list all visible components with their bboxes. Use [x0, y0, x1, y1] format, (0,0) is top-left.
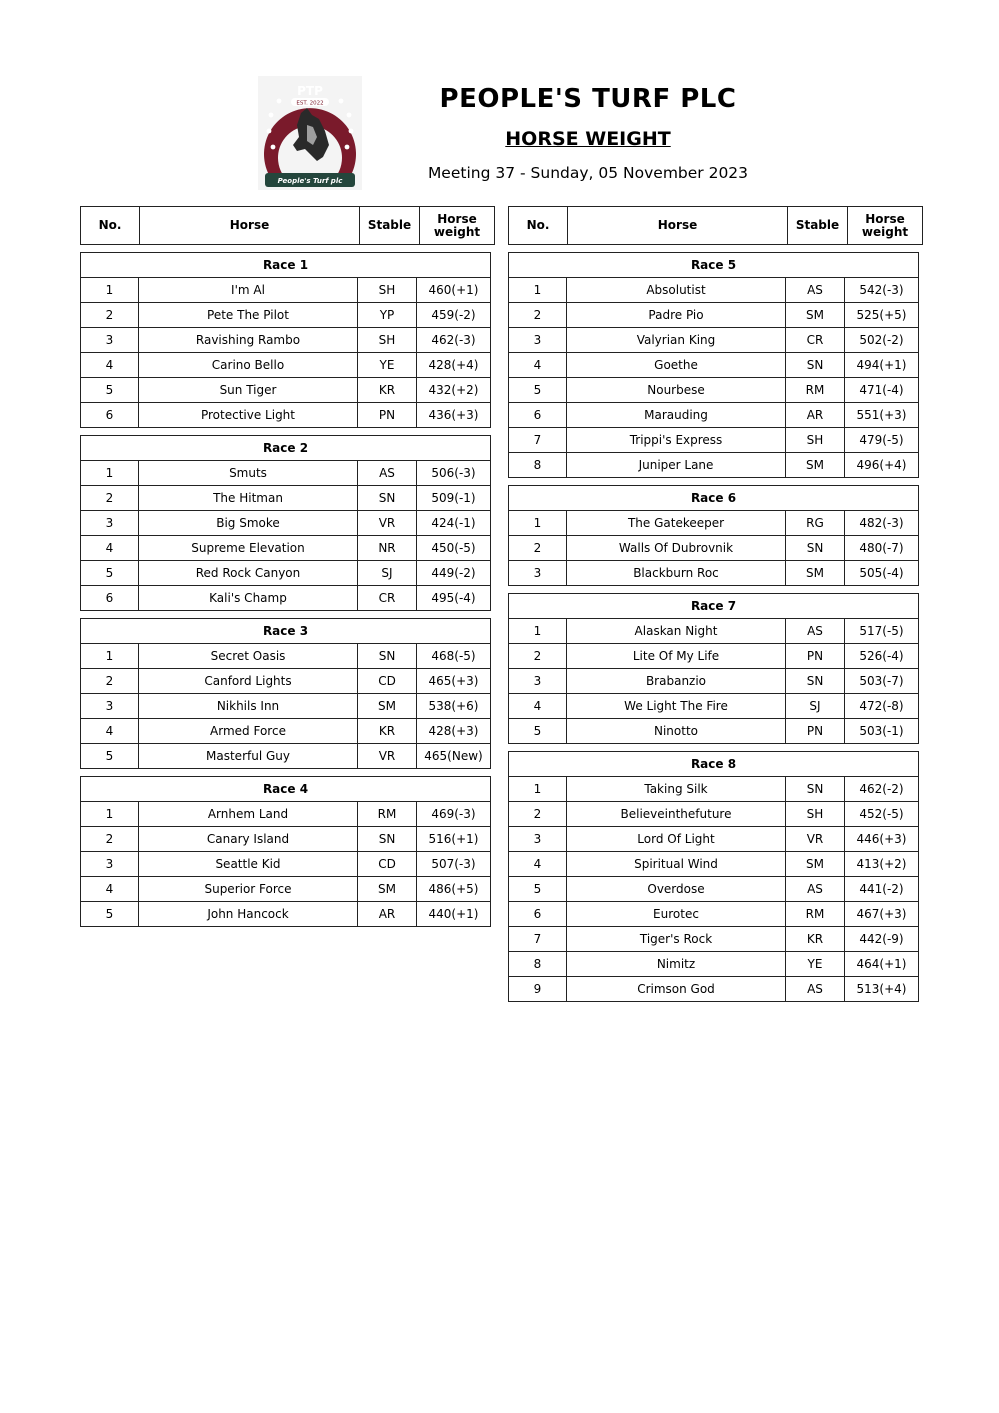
header-stable: Stable: [360, 207, 420, 245]
stable-code: SH: [358, 328, 417, 353]
horse-number: 4: [81, 353, 139, 378]
horse-weight: 465(New): [417, 744, 491, 769]
table-row: [81, 536, 491, 561]
horse-name: Armed Force: [139, 719, 358, 744]
horse-name: Blackburn Roc: [567, 561, 786, 586]
horse-number: 2: [509, 536, 567, 561]
table-row: [81, 303, 491, 328]
horse-number: 3: [81, 694, 139, 719]
horse-weight: 432(+2): [417, 378, 491, 403]
horse-weight: 538(+6): [417, 694, 491, 719]
table-row: [81, 278, 491, 303]
stable-code: AS: [786, 278, 845, 303]
stable-code: SM: [786, 561, 845, 586]
table-row: [509, 977, 919, 1002]
horse-number: 1: [81, 278, 139, 303]
horse-name: Walls Of Dubrovnik: [567, 536, 786, 561]
horse-name: Trippi's Express: [567, 428, 786, 453]
stable-code: AR: [786, 403, 845, 428]
horse-weight: 479(-5): [845, 428, 919, 453]
horse-number: 4: [81, 877, 139, 902]
table-row: [81, 486, 491, 511]
page-subtitle: HORSE WEIGHT: [505, 128, 671, 150]
header-weight-line2: weight: [433, 224, 481, 239]
table-row: [81, 586, 491, 611]
table-row: [509, 777, 919, 802]
stable-code: RG: [786, 511, 845, 536]
horse-number: 3: [81, 852, 139, 877]
race-table: [80, 776, 491, 927]
horse-number: 5: [509, 378, 567, 403]
stable-code: SM: [786, 852, 845, 877]
race-name: Race 8: [509, 752, 919, 777]
horse-weight: 513(+4): [845, 977, 919, 1002]
horse-number: 6: [81, 403, 139, 428]
header-no: No.: [81, 207, 140, 245]
stable-code: SN: [786, 777, 845, 802]
table-row: [81, 802, 491, 827]
horse-number: 2: [509, 644, 567, 669]
stable-code: AS: [358, 461, 417, 486]
table-row: [509, 561, 919, 586]
race-heading-row: [509, 752, 919, 777]
horse-name: Seattle Kid: [139, 852, 358, 877]
horse-name: Brabanzio: [567, 669, 786, 694]
horse-number: 1: [509, 511, 567, 536]
stable-code: SH: [786, 802, 845, 827]
horse-name: Absolutist: [567, 278, 786, 303]
horse-number: 5: [81, 744, 139, 769]
table-row: [81, 511, 491, 536]
column-header-table: [80, 206, 495, 245]
horse-number: 3: [509, 328, 567, 353]
horse-number: 3: [81, 328, 139, 353]
race-name: Race 2: [81, 436, 491, 461]
horse-number: 6: [81, 586, 139, 611]
ptp-logo: [257, 75, 363, 191]
table-row: [509, 719, 919, 744]
horse-weight: 525(+5): [845, 303, 919, 328]
table-row: [81, 644, 491, 669]
stable-code: RM: [786, 902, 845, 927]
table-row: [81, 902, 491, 927]
stable-code: AR: [358, 902, 417, 927]
horse-weight: 428(+4): [417, 353, 491, 378]
horse-name: Taking Silk: [567, 777, 786, 802]
horse-name: We Light The Fire: [567, 694, 786, 719]
horse-name: Superior Force: [139, 877, 358, 902]
table-row: [509, 328, 919, 353]
stable-code: SN: [358, 486, 417, 511]
horse-weight: 502(-2): [845, 328, 919, 353]
column-header-table: [508, 206, 923, 245]
left-column: [80, 206, 490, 927]
right-column: [508, 206, 918, 1002]
table-row: [509, 536, 919, 561]
stable-code: KR: [358, 719, 417, 744]
horse-name: Sun Tiger: [139, 378, 358, 403]
race-name: Race 3: [81, 619, 491, 644]
horse-weight: 507(-3): [417, 852, 491, 877]
race-heading-row: [509, 486, 919, 511]
meeting-info: Meeting 37 - Sunday, 05 November 2023: [427, 164, 749, 182]
table-row: [509, 428, 919, 453]
horse-weight: 480(-7): [845, 536, 919, 561]
column-header-row: [509, 207, 923, 245]
stable-code: KR: [358, 378, 417, 403]
header-horse: Horse: [140, 207, 360, 245]
horse-weight: 509(-1): [417, 486, 491, 511]
race-heading-row: [81, 777, 491, 802]
stable-code: VR: [358, 511, 417, 536]
stable-code: SM: [786, 303, 845, 328]
horse-weight: 449(-2): [417, 561, 491, 586]
horse-number: 3: [81, 511, 139, 536]
horse-name: Lite Of My Life: [567, 644, 786, 669]
horse-weight: 503(-7): [845, 669, 919, 694]
stable-code: SN: [358, 644, 417, 669]
horse-name: Ninotto: [567, 719, 786, 744]
stable-code: AS: [786, 977, 845, 1002]
horse-name: Overdose: [567, 877, 786, 902]
horse-weight: 551(+3): [845, 403, 919, 428]
horse-number: 5: [81, 561, 139, 586]
stable-code: CR: [358, 586, 417, 611]
horse-weight: 505(-4): [845, 561, 919, 586]
stable-code: PN: [786, 719, 845, 744]
horse-number: 4: [81, 719, 139, 744]
horse-number: 2: [81, 303, 139, 328]
horse-name: Padre Pio: [567, 303, 786, 328]
horse-name: Eurotec: [567, 902, 786, 927]
table-row: [509, 278, 919, 303]
horse-name: Alaskan Night: [567, 619, 786, 644]
table-row: [81, 561, 491, 586]
horse-number: 3: [509, 827, 567, 852]
horse-name: Goethe: [567, 353, 786, 378]
table-row: [509, 644, 919, 669]
stable-code: VR: [358, 744, 417, 769]
race-table: [80, 252, 491, 428]
horse-number: 4: [81, 536, 139, 561]
table-row: [81, 719, 491, 744]
table-row: [509, 827, 919, 852]
horse-name: John Hancock: [139, 902, 358, 927]
horse-weight: 506(-3): [417, 461, 491, 486]
race-heading-row: [81, 619, 491, 644]
horse-name: The Hitman: [139, 486, 358, 511]
table-row: [509, 378, 919, 403]
stable-code: KR: [786, 927, 845, 952]
stable-code: YE: [786, 952, 845, 977]
stable-code: SN: [786, 353, 845, 378]
horse-weight: 482(-3): [845, 511, 919, 536]
table-row: [509, 403, 919, 428]
horse-name: I'm Al: [139, 278, 358, 303]
table-row: [509, 619, 919, 644]
horse-weight: 460(+1): [417, 278, 491, 303]
horse-weight: 503(-1): [845, 719, 919, 744]
table-row: [509, 802, 919, 827]
stable-code: AS: [786, 619, 845, 644]
horse-name: Tiger's Rock: [567, 927, 786, 952]
horse-number: 5: [509, 877, 567, 902]
horse-weight: 440(+1): [417, 902, 491, 927]
stable-code: SN: [786, 669, 845, 694]
horse-number: 5: [81, 902, 139, 927]
horse-name: Secret Oasis: [139, 644, 358, 669]
horse-number: 1: [509, 777, 567, 802]
horse-weight: 413(+2): [845, 852, 919, 877]
table-row: [81, 403, 491, 428]
table-row: [81, 852, 491, 877]
horse-name: Carino Bello: [139, 353, 358, 378]
horse-number: 1: [509, 619, 567, 644]
horse-weight: 472(-8): [845, 694, 919, 719]
horse-name: Believeinthefuture: [567, 802, 786, 827]
table-row: [509, 694, 919, 719]
horse-number: 2: [81, 486, 139, 511]
table-row: [81, 744, 491, 769]
race-name: Race 1: [81, 253, 491, 278]
horse-name: Smuts: [139, 461, 358, 486]
header-stable: Stable: [788, 207, 848, 245]
table-row: [509, 353, 919, 378]
horse-name: Canford Lights: [139, 669, 358, 694]
horse-number: 4: [509, 353, 567, 378]
horse-weight: 450(-5): [417, 536, 491, 561]
horse-weight: 465(+3): [417, 669, 491, 694]
stable-code: SJ: [358, 561, 417, 586]
horse-number: 1: [81, 461, 139, 486]
horse-weight: 526(-4): [845, 644, 919, 669]
race-heading-row: [509, 253, 919, 278]
stable-code: RM: [358, 802, 417, 827]
horse-weight: 486(+5): [417, 877, 491, 902]
race-table: [508, 751, 919, 1002]
header-weight: [420, 207, 495, 245]
stable-code: NR: [358, 536, 417, 561]
header-weight-line1: Horse: [437, 211, 477, 226]
horse-name: Spiritual Wind: [567, 852, 786, 877]
horse-number: 4: [509, 694, 567, 719]
horse-number: 9: [509, 977, 567, 1002]
horse-weight: 428(+3): [417, 719, 491, 744]
stable-code: SN: [358, 827, 417, 852]
table-row: [81, 827, 491, 852]
horse-number: 5: [509, 719, 567, 744]
horse-number: 3: [509, 669, 567, 694]
horse-number: 2: [81, 669, 139, 694]
table-row: [509, 669, 919, 694]
horse-name: Red Rock Canyon: [139, 561, 358, 586]
horse-name: Canary Island: [139, 827, 358, 852]
horse-weight: 459(-2): [417, 303, 491, 328]
horse-weight: 424(-1): [417, 511, 491, 536]
logo-est: EST. 2022: [296, 100, 324, 107]
table-row: [81, 669, 491, 694]
horse-number: 4: [509, 852, 567, 877]
race-heading-row: [81, 253, 491, 278]
horse-name: Crimson God: [567, 977, 786, 1002]
horse-name: Arnhem Land: [139, 802, 358, 827]
race-table: [508, 485, 919, 586]
stable-code: PN: [786, 644, 845, 669]
horse-name: Nourbese: [567, 378, 786, 403]
horse-weight: 464(+1): [845, 952, 919, 977]
horse-weight: 467(+3): [845, 902, 919, 927]
horse-name: Valyrian King: [567, 328, 786, 353]
horse-weight: 469(-3): [417, 802, 491, 827]
stable-code: SH: [786, 428, 845, 453]
header-weight-line2: weight: [861, 224, 909, 239]
stable-code: YE: [358, 353, 417, 378]
stable-code: SM: [358, 694, 417, 719]
table-row: [81, 378, 491, 403]
horse-number: 1: [509, 278, 567, 303]
header-weight-line1: Horse: [865, 211, 905, 226]
horse-name: Pete The Pilot: [139, 303, 358, 328]
race-table: [508, 252, 919, 478]
stable-code: SN: [786, 536, 845, 561]
stable-code: CD: [358, 852, 417, 877]
stable-code: SJ: [786, 694, 845, 719]
horse-name: The Gatekeeper: [567, 511, 786, 536]
horse-name: Nikhils Inn: [139, 694, 358, 719]
stable-code: CD: [358, 669, 417, 694]
header-horse: Horse: [568, 207, 788, 245]
horse-name: Big Smoke: [139, 511, 358, 536]
header-weight: [848, 207, 923, 245]
logo-name: People's Turf plc: [277, 177, 343, 185]
table-row: [81, 353, 491, 378]
table-row: [509, 852, 919, 877]
horse-number: 1: [81, 644, 139, 669]
horse-number: 6: [509, 403, 567, 428]
column-header-row: [81, 207, 495, 245]
table-row: [509, 927, 919, 952]
horse-weight: 442(-9): [845, 927, 919, 952]
page-title: PEOPLE'S TURF PLC: [439, 84, 737, 114]
table-row: [81, 328, 491, 353]
horse-weight: 542(-3): [845, 278, 919, 303]
horse-name: Ravishing Rambo: [139, 328, 358, 353]
stable-code: SM: [786, 453, 845, 478]
stable-code: SM: [358, 877, 417, 902]
horse-weight: 441(-2): [845, 877, 919, 902]
header-no: No.: [509, 207, 568, 245]
table-row: [81, 694, 491, 719]
race-heading-row: [81, 436, 491, 461]
horse-name: Masterful Guy: [139, 744, 358, 769]
race-name: Race 5: [509, 253, 919, 278]
horse-name: Kali's Champ: [139, 586, 358, 611]
race-name: Race 6: [509, 486, 919, 511]
horse-weight: 462(-3): [417, 328, 491, 353]
horse-weight: 496(+4): [845, 453, 919, 478]
horse-name: Lord Of Light: [567, 827, 786, 852]
horse-number: 2: [81, 827, 139, 852]
horse-number: 2: [509, 802, 567, 827]
horse-weight: 494(+1): [845, 353, 919, 378]
stable-code: CR: [786, 328, 845, 353]
horse-weight: 471(-4): [845, 378, 919, 403]
race-heading-row: [509, 594, 919, 619]
horse-name: Supreme Elevation: [139, 536, 358, 561]
stable-code: SH: [358, 278, 417, 303]
horse-number: 5: [81, 378, 139, 403]
horse-weight: 436(+3): [417, 403, 491, 428]
table-row: [509, 877, 919, 902]
stable-code: YP: [358, 303, 417, 328]
horse-name: Protective Light: [139, 403, 358, 428]
horse-number: 3: [509, 561, 567, 586]
horse-number: 6: [509, 902, 567, 927]
horse-number: 8: [509, 952, 567, 977]
table-row: [509, 453, 919, 478]
horse-number: 7: [509, 927, 567, 952]
table-row: [509, 511, 919, 536]
race-table: [80, 618, 491, 769]
table-row: [81, 877, 491, 902]
horse-number: 1: [81, 802, 139, 827]
horse-weight: 468(-5): [417, 644, 491, 669]
race-name: Race 4: [81, 777, 491, 802]
table-row: [81, 461, 491, 486]
horse-weight: 446(+3): [845, 827, 919, 852]
stable-code: RM: [786, 378, 845, 403]
horse-number: 2: [509, 303, 567, 328]
horse-number: 7: [509, 428, 567, 453]
horse-name: Nimitz: [567, 952, 786, 977]
horse-weight: 517(-5): [845, 619, 919, 644]
race-table: [508, 593, 919, 744]
horse-weight: 516(+1): [417, 827, 491, 852]
horse-weight: 462(-2): [845, 777, 919, 802]
table-row: [509, 303, 919, 328]
logo-letters: PTP: [297, 84, 323, 98]
table-row: [509, 902, 919, 927]
stable-code: PN: [358, 403, 417, 428]
race-name: Race 7: [509, 594, 919, 619]
table-row: [509, 952, 919, 977]
horse-number: 8: [509, 453, 567, 478]
stable-code: AS: [786, 877, 845, 902]
race-table: [80, 435, 491, 611]
stable-code: VR: [786, 827, 845, 852]
horse-name: Marauding: [567, 403, 786, 428]
horse-weight: 452(-5): [845, 802, 919, 827]
horse-weight: 495(-4): [417, 586, 491, 611]
horse-name: Juniper Lane: [567, 453, 786, 478]
